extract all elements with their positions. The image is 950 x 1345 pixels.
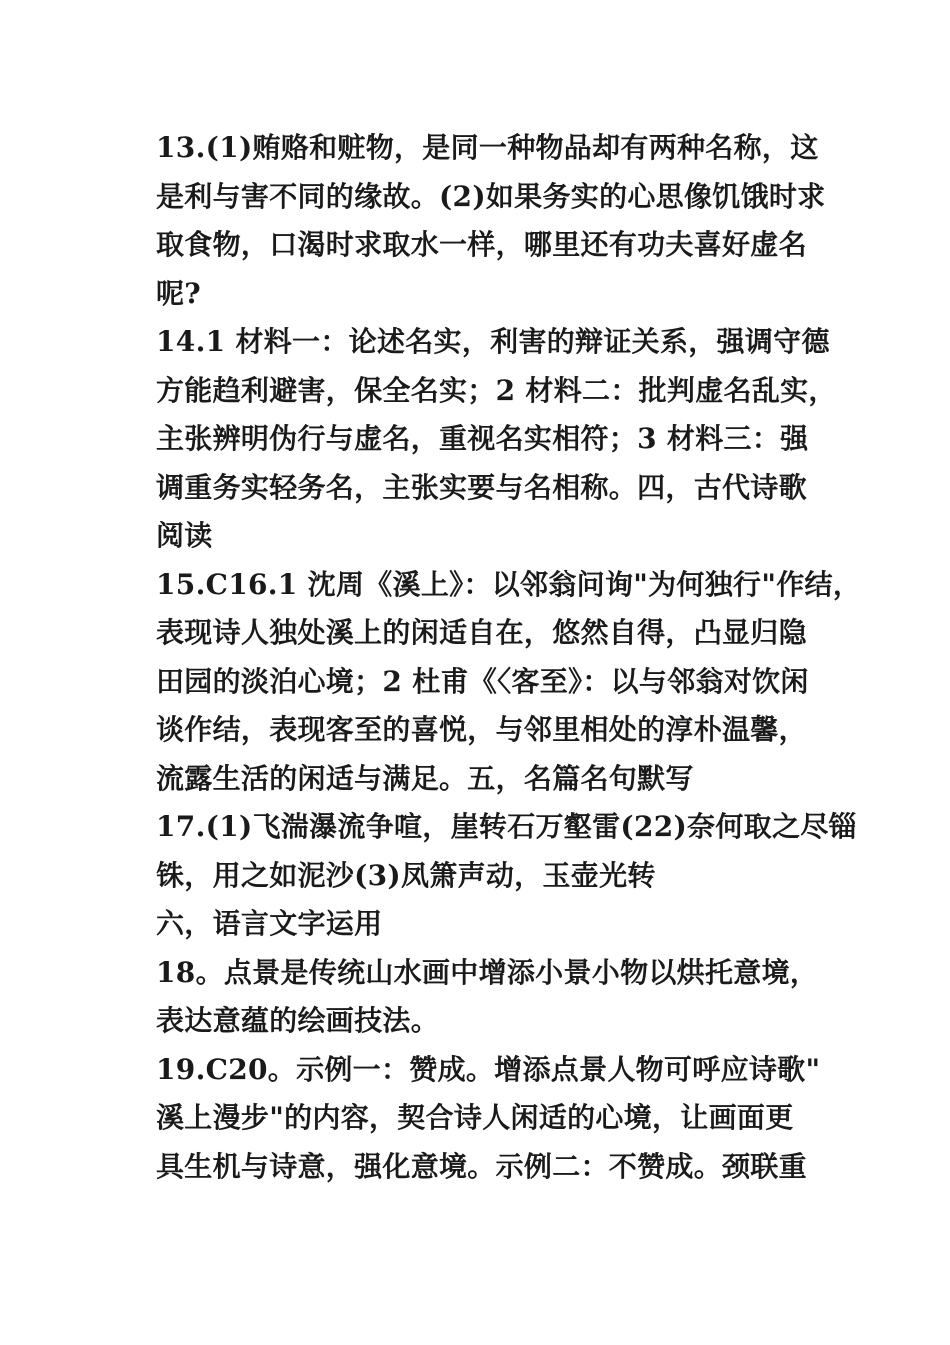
text-line: 田园的淡泊心境；2 杜甫《〈客至》：以与邻翁对饮闲 [156, 664, 809, 698]
text-line: 流露生活的闲适与满足。五，名篇名句默写 [156, 761, 694, 795]
text-line: 18。点景是传统山水画中增添小景小物以烘托意境， [156, 955, 819, 989]
text-line: 表现诗人独处溪上的闲适自在，悠然自得，凸显归隐 [156, 616, 807, 649]
text-line: 15.C16.1 沈周《溪上》：以邻翁问询"为何独行"作结， [156, 567, 862, 601]
text-line: 溪上漫步"的内容，契合诗人闲适的心境，让画面更 [156, 1101, 794, 1134]
text-line: 具生机与诗意，强化意境。示例二：不赞成。颈联重 [156, 1149, 807, 1183]
text-line: 谈作结，表现客至的喜悦，与邻里相处的淳朴温馨， [156, 713, 807, 746]
text-line: 取食物，口渴时求取水一样，哪里还有功夫喜好虚名 [156, 228, 807, 261]
text-line: 14.1 材料一：论述名实，利害的辩证关系，强调守德 [156, 325, 830, 358]
text-line: 方能趋利避害，保全名实；2 材料二：批判虚名乱实， [156, 373, 837, 407]
text-line: 铢，用之如泥沙(3)凤箫声动，玉壶光转 [156, 858, 656, 892]
text-line: 主张辨明伪行与虚名，重视名实相符；3 材料三：强 [156, 422, 809, 455]
text-line: 表达意蕴的绘画技法。 [156, 1004, 440, 1037]
answer-text-block [156, 124, 862, 1191]
text-line: 17.(1)飞湍瀑流争喧，崖转石万壑雷(22)奈何取之尽锱 [156, 810, 857, 843]
text-line: 呢? [156, 276, 202, 310]
text-line: 是利与害不同的缘故。(2)如果务实的心思像饥饿时求 [156, 179, 826, 213]
text-line: 19.C20。示例一：赞成。增添点景人物可呼应诗歌" [156, 1052, 821, 1086]
text-line: 六，语言文字运用 [156, 907, 383, 940]
text-line: 调重务实轻务名，主张实要与名相称。四，古代诗歌 [156, 470, 807, 504]
text-line: 13.(1)贿赂和赃物，是同一种物品却有两种名称，这 [156, 131, 819, 164]
text-line: 阅读 [156, 519, 213, 552]
